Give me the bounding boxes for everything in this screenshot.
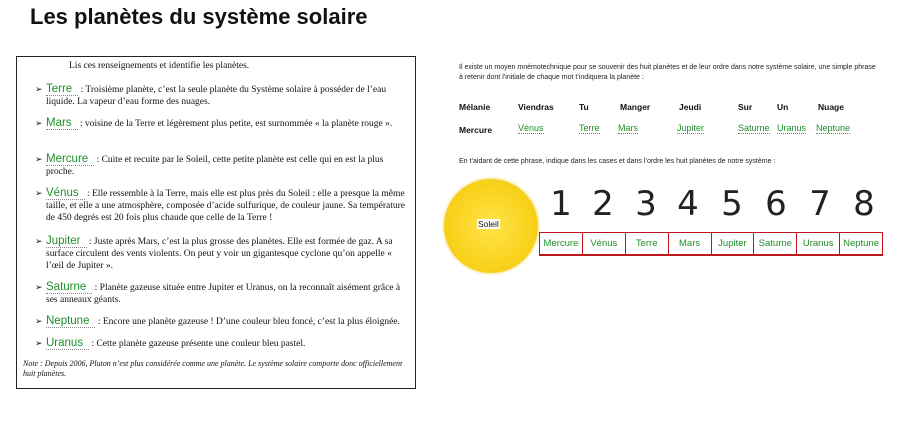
arrow-bullet-icon: ➢ <box>35 118 43 128</box>
mnemonic-word: Tu <box>579 102 589 112</box>
description: : Elle ressemble à la Terre, mais elle est plus près du Soleil : elle a presque la même taille, et elle a une atmosphère, composée d’acide sulfurique, de couleur jaune. Sa température de 450 degrés est 20 fois plus chaude que celle de la Terre ! <box>46 189 406 223</box>
list-item <box>35 315 405 328</box>
answer-field[interactable]: Saturne <box>46 281 92 294</box>
planet-order-table <box>539 232 883 256</box>
mnemonic-word: Un <box>777 102 789 112</box>
planet-word: Mercure <box>459 125 493 135</box>
answer-field[interactable]: Jupiter <box>46 235 87 248</box>
planet-answer[interactable]: Neptune <box>816 123 851 133</box>
list-item <box>35 281 405 306</box>
description: : Planète gazeuse située entre Jupiter et Uranus, on la reconnaît aisément grâce à ses anneaux géants. <box>46 283 401 305</box>
planet-answer[interactable]: Saturne <box>738 123 770 133</box>
table-cell[interactable]: Saturne <box>754 233 797 254</box>
arrow-bullet-icon: ➢ <box>35 84 43 94</box>
mnemonic-word: Manger <box>620 102 651 112</box>
answer-field[interactable]: Mars <box>46 117 78 130</box>
list-item <box>35 187 405 224</box>
planet-answer[interactable]: Vénus <box>518 123 544 133</box>
order-number: 5 <box>721 184 743 224</box>
order-number: 8 <box>853 184 875 224</box>
order-number: 2 <box>592 184 614 224</box>
answer-field[interactable]: Uranus <box>46 337 89 350</box>
list-item <box>35 337 405 350</box>
table-cell[interactable]: Neptune <box>843 238 880 249</box>
table-cell[interactable]: Mars <box>669 233 712 254</box>
description: : Encore une planète gazeuse ! D’une couleur bleu foncé, c’est la plus éloignée. <box>97 317 400 327</box>
arrow-bullet-icon: ➢ <box>35 338 43 348</box>
table-cell[interactable]: Mercure <box>540 233 583 254</box>
arrow-bullet-icon: ➢ <box>35 316 43 326</box>
description: : Juste après Mars, c’est la plus grosse des planètes. Elle est formée de gaz. A sa surface circulent des vents violents. On peut y voir un gigantesque cyclone qu’on appelle « l’œil de Jupiter ». <box>46 237 393 271</box>
planet-answer[interactable]: Uranus <box>777 123 807 133</box>
order-number: 6 <box>765 184 787 224</box>
description: : Cette planète gazeuse présente une couleur bleu pastel. <box>91 339 306 349</box>
mnemonic-word: Jeudi <box>679 102 702 112</box>
arrow-bullet-icon: ➢ <box>35 282 43 292</box>
table-cell[interactable]: Uranus <box>797 233 840 254</box>
table-cell[interactable]: Jupiter <box>712 233 755 254</box>
description: : voisine de la Terre et légèrement plus petite, est surnommée « la planète rouge ». <box>79 119 393 129</box>
answer-field[interactable]: Neptune <box>46 315 95 328</box>
list-item <box>35 83 405 108</box>
arrow-bullet-icon: ➢ <box>35 154 43 164</box>
sun-label: Soleil <box>478 219 499 229</box>
list-item <box>35 235 405 272</box>
arrow-bullet-icon: ➢ <box>35 236 43 246</box>
mnemonic-word: Sur <box>738 102 753 112</box>
footnote: Note : Depuis 2006, Pluton n’est plus considérée comme une planète. Le système solaire comporte donc officiellement huit planètes. <box>23 359 403 378</box>
mnemonic-intro: Il existe un moyen mnémotechnique pour se souvenir des huit planètes et de leur ordre dans notre système solaire, une simple phrase à retenir dont l’initiale de chaque mot t’indiquera la planète : <box>459 64 876 81</box>
order-number: 4 <box>677 184 699 224</box>
planet-answer[interactable]: Terre <box>579 123 600 133</box>
page-title: Les planètes du système solaire <box>30 4 368 29</box>
answer-field[interactable]: Terre <box>46 83 78 96</box>
order-number: 3 <box>635 184 657 224</box>
order-number: 7 <box>809 184 831 224</box>
answer-field[interactable]: Vénus <box>46 187 85 200</box>
planet-answer[interactable]: Jupiter <box>677 123 705 133</box>
mnemonic-word: Nuage <box>818 102 844 112</box>
list-item <box>35 117 405 130</box>
description: : Troisième planète, c’est la seule planète du Système solaire à posséder de l’eau liquide. La vapeur d’eau forme des nuages. <box>46 85 387 107</box>
table-cell[interactable]: Terre <box>626 233 669 254</box>
mnemonic-word: Viendras <box>518 102 554 112</box>
order-instructions: En t’aidant de cette phrase, indique dans les cases et dans l’ordre les huit planètes de notre système : <box>459 158 776 165</box>
list-item <box>35 153 405 178</box>
table-cell[interactable]: Vénus <box>583 233 626 254</box>
planet-facts-box <box>16 56 416 389</box>
order-number: 1 <box>550 184 572 224</box>
instructions: Lis ces renseignements et identifie les planètes. <box>69 61 250 71</box>
answer-field[interactable]: Mercure <box>46 153 94 166</box>
mnemonic-word: Mélanie <box>459 102 491 112</box>
planet-answer[interactable]: Mars <box>618 123 638 133</box>
arrow-bullet-icon: ➢ <box>35 188 43 198</box>
description: : Cuite et recuite par le Soleil, cette petite planète est celle qui en est la plus proche. <box>46 155 384 177</box>
